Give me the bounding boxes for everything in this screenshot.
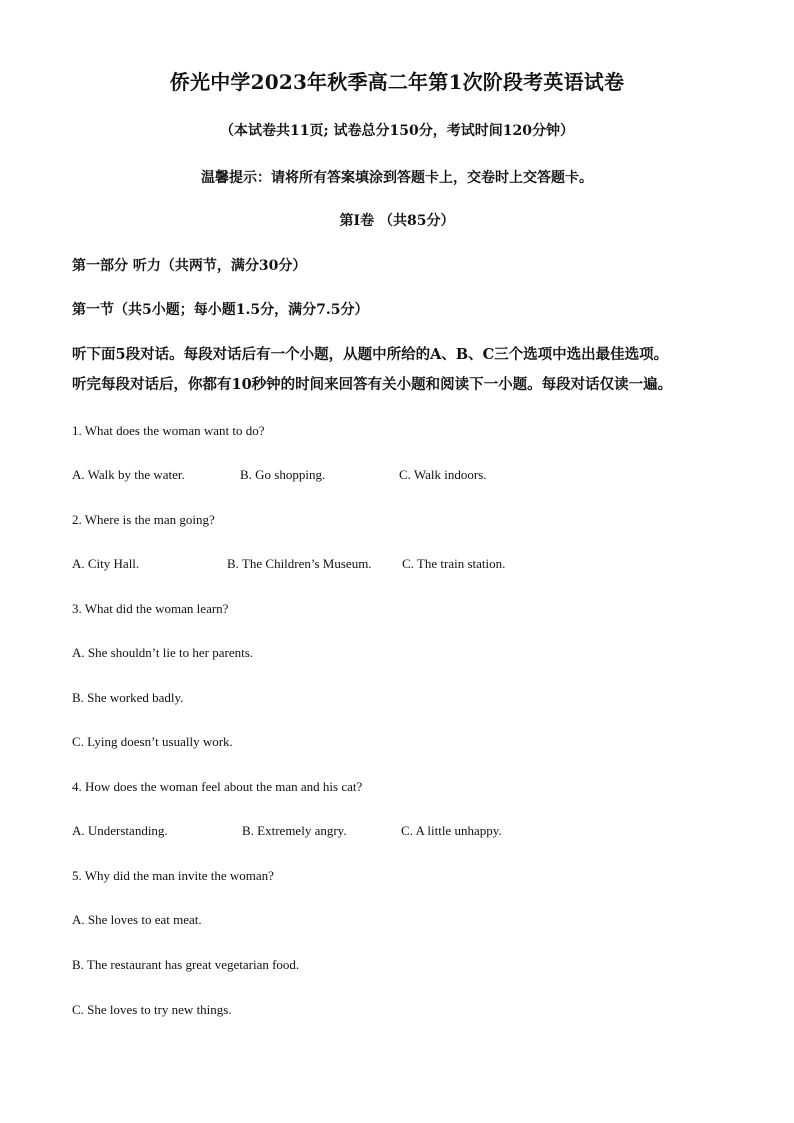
- question-option: C. The train station.: [402, 556, 506, 571]
- question-option: A. She loves to eat meat.: [72, 912, 202, 927]
- question-option: A. Walk by the water.: [72, 467, 185, 482]
- instruction-line-2: 听完每段对话后，你都有10秒钟的时间来回答有关小题和阅读下一小题。每段对话仅读一遍。: [72, 376, 673, 393]
- instruction-line-1: 听下面5段对话。每段对话后有一个小题，从题中所给的A、B、C三个选项中选出最佳选项。: [72, 346, 669, 363]
- section1-heading: 第一节（共5小题；每小题1.5分，满分7.5分）: [72, 302, 369, 318]
- question-option: A. She shouldn’t lie to her parents.: [72, 645, 254, 660]
- question-option: C. A little unhappy.: [401, 823, 502, 838]
- question-option: B. The Children’s Museum.: [227, 556, 372, 571]
- question-option: A. City Hall.: [72, 556, 140, 571]
- question-option: B. She worked badly.: [72, 690, 184, 705]
- question-stem: 5. Why did the man invite the woman?: [72, 868, 274, 883]
- question-option: C. Lying doesn’t usually work.: [72, 734, 233, 749]
- part1-heading: 第一部分 听力（共两节，满分30分）: [72, 258, 307, 274]
- question-option: B. The restaurant has great vegetarian food.: [72, 957, 300, 972]
- question-option: C. She loves to try new things.: [72, 1002, 232, 1017]
- question-option: B. Extremely angry.: [242, 823, 347, 838]
- exam-title: 侨光中学2023年秋季高二年第1次阶段考英语试卷: [169, 70, 625, 94]
- question-stem: 3. What did the woman learn?: [72, 601, 229, 616]
- question-stem: 2. Where is the man going?: [72, 512, 215, 527]
- question-stem: 1. What does the woman want to do?: [72, 423, 265, 438]
- exam-subtitle: （本试卷共11页; 试卷总分150分，考试时间120分钟）: [220, 123, 574, 139]
- question-option: B. Go shopping.: [240, 467, 326, 482]
- question-option: C. Walk indoors.: [399, 467, 487, 482]
- question-stem: 4. How does the woman feel about the man and his cat?: [72, 779, 363, 794]
- volume-label: 第I卷 （共85分）: [339, 213, 455, 229]
- question-option: A. Understanding.: [72, 823, 168, 838]
- exam-tip: 温馨提示：请将所有答案填涂到答题卡上，交卷时上交答题卡。: [201, 170, 593, 186]
